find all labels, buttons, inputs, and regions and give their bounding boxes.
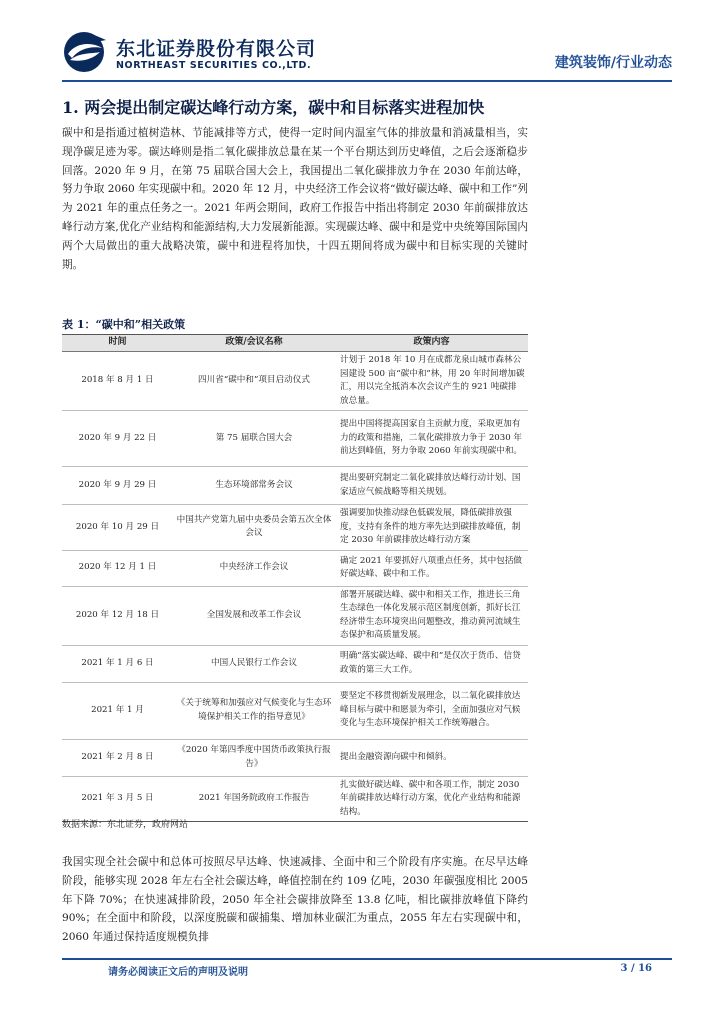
cell-policy-name: 第 75 届联合国大会 xyxy=(173,411,335,467)
table-row xyxy=(62,467,528,505)
cell-policy-name: 《2020 年第四季度中国货币政策执行报告》 xyxy=(173,739,335,776)
footer-divider xyxy=(62,958,672,960)
cell-policy-content: 要坚定不移贯彻新发展理念，以二氧化碳排放达峰目标与碳中和愿景为牵引，全面加强应对气候变化与生态环境保护相关工作统筹融合。 xyxy=(335,682,528,739)
page-number: 3 / 16 xyxy=(620,963,652,974)
page-header xyxy=(62,30,672,76)
cell-policy-content: 强调要加快推动绿色低碳发展，降低碳排放强度，支持有条件的地方率先达到碳排放峰值，制定 2030 年前碳排放达峰行动方案 xyxy=(335,505,528,551)
report-category: 建筑装饰/行业动态 xyxy=(554,55,672,71)
table-row xyxy=(62,352,528,411)
table-row xyxy=(62,550,528,586)
cell-policy-name: 中国共产党第九届中央委员会第五次全体会议 xyxy=(173,505,335,551)
cell-date: 2021 年 1 月 6 日 xyxy=(62,645,173,682)
table-row xyxy=(62,645,528,682)
table-row xyxy=(62,682,528,739)
table-row xyxy=(62,739,528,776)
cell-policy-name: 《关于统筹和加强应对气候变化与生态环境保护相关工作的指导意见》 xyxy=(173,682,335,739)
cell-date: 2021 年 1 月 xyxy=(62,682,173,739)
cell-policy-name: 中央经济工作会议 xyxy=(173,550,335,586)
column-header-policy-content: 政策内容 xyxy=(335,335,528,352)
cell-policy-content: 提出要研究制定二氧化碳排放达峰行动计划、国家适应气候战略等相关规划。 xyxy=(335,467,528,505)
table-row xyxy=(62,411,528,467)
cell-policy-name: 2021 年国务院政府工作报告 xyxy=(173,776,335,822)
company-name-en: NORTHEAST SECURITIES CO.,LTD. xyxy=(116,60,312,71)
cell-date: 2020 年 10 月 29 日 xyxy=(62,505,173,551)
cell-policy-content: 提出金融资源向碳中和倾斜。 xyxy=(335,739,528,776)
cell-policy-content: 确定 2021 年要抓好八项重点任务，其中包括做好碳达峰、碳中和工作。 xyxy=(335,550,528,586)
cell-date: 2020 年 12 月 18 日 xyxy=(62,586,173,645)
cell-date: 2018 年 8 月 1 日 xyxy=(62,352,173,411)
table-title: 表 1：“碳中和”相关政策 xyxy=(62,318,186,331)
cell-policy-name: 生态环境部常务会议 xyxy=(173,467,335,505)
table-row xyxy=(62,505,528,551)
column-header-date: 时间 xyxy=(62,335,173,352)
cell-policy-content: 扎实做好碳达峰、碳中和各项工作，制定 2030 年前碳排放达峰行动方案，优化产业结构和能源结构。 xyxy=(335,776,528,822)
body-paragraph-1: 碳中和是指通过植树造林、节能减排等方式，使得一定时间内温室气体的排放量和消减量相当，实现净碳足迹为零。碳达峰则是指二氧化碳排放总量在某一个平台期达到历史峰值，之后会逐渐稳步回落。2020 年 9 月，在第 75 届联合国大会上，我国提出二氧化碳排放力争在 2030 年前达峰，努力争取 2060 年实现碳中和。2020 年 12 月，中央经济工作会议将“做好碳达峰、碳中和工作”列为 2021 年的重点任务之一。2021 年两会期间，政府工作报告中指出将制定 2030 年前碳排放达峰行动方案,优化产业结构和能源结构,大力发展新能源。实现碳达峰、碳中和是党中央统筹国际国内两个大局做出的重大战略决策，碳中和进程将加快，十四五期间将成为碳中和目标实现的关键时期。 xyxy=(62,127,528,271)
cell-date: 2021 年 2 月 8 日 xyxy=(62,739,173,776)
cell-policy-content: 计划于 2018 年 10 月在成都龙泉山城市森林公园建设 500 亩“碳中和”林，用 20 年时间增加碳汇，用以完全抵消本次会议产生的 921 吨碳排放总量。 xyxy=(335,352,528,411)
table-row xyxy=(62,586,528,645)
cell-date: 2020 年 9 月 29 日 xyxy=(62,467,173,505)
column-header-policy-name: 政策/会议名称 xyxy=(173,335,335,352)
cell-policy-name: 中国人民银行工作会议 xyxy=(173,645,335,682)
cell-policy-name: 四川省“碳中和”项目启动仪式 xyxy=(173,352,335,411)
policy-table xyxy=(62,334,528,822)
cell-policy-content: 提出中国将提高国家自主贡献力度，采取更加有力的政策和措施，二氧化碳排放力争于 2030 年前达到峰值，努力争取 2060 年前实现碳中和。 xyxy=(335,411,528,467)
table-source-note: 数据来源：东北证券，政府网站 xyxy=(62,820,189,830)
footer-disclaimer: 请务必阅读正文后的声明及说明 xyxy=(108,967,248,978)
section-title: 1. 两会提出制定碳达峰行动方案，碳中和目标落实进程加快 xyxy=(62,98,485,117)
cell-policy-name: 全国发展和改革工作会议 xyxy=(173,586,335,645)
northeast-securities-logo xyxy=(62,30,110,74)
company-name-cn: 东北证券股份有限公司 xyxy=(116,38,317,60)
table-header-row xyxy=(62,335,528,352)
cell-policy-content: 明确“落实碳达峰、碳中和”是仅次于货币、信贷政策的第三大工作。 xyxy=(335,645,528,682)
header-divider xyxy=(62,80,672,82)
cell-date: 2020 年 12 月 1 日 xyxy=(62,550,173,586)
cell-date: 2020 年 9 月 22 日 xyxy=(62,411,173,467)
table-row xyxy=(62,776,528,822)
cell-policy-content: 部署开展碳达峰、碳中和相关工作，推进长三角生态绿色一体化发展示范区制度创新，抓好长江经济带生态环境突出问题整改，推动黄河流域生态保护和高质量发展。 xyxy=(335,586,528,645)
cell-date: 2021 年 3 月 5 日 xyxy=(62,776,173,822)
body-paragraph-2: 我国实现全社会碳中和总体可按照尽早达峰、快速减排、全面中和三个阶段有序实施。在尽早达峰阶段，能够实现 2028 年左右全社会碳达峰，峰值控制在约 109 亿吨，2030 年碳强度相比 2005 年下降 70%；在快速减排阶段，2050 年全社会碳排放降至 13.8 亿吨，相比碳排放峰值下降约 90%；在全面中和阶段，以深度脱碳和碳捕集、增加林业碳汇为重点，2055 年左右实现碳中和，2060 年通过保持适度规模负排 xyxy=(62,856,528,944)
